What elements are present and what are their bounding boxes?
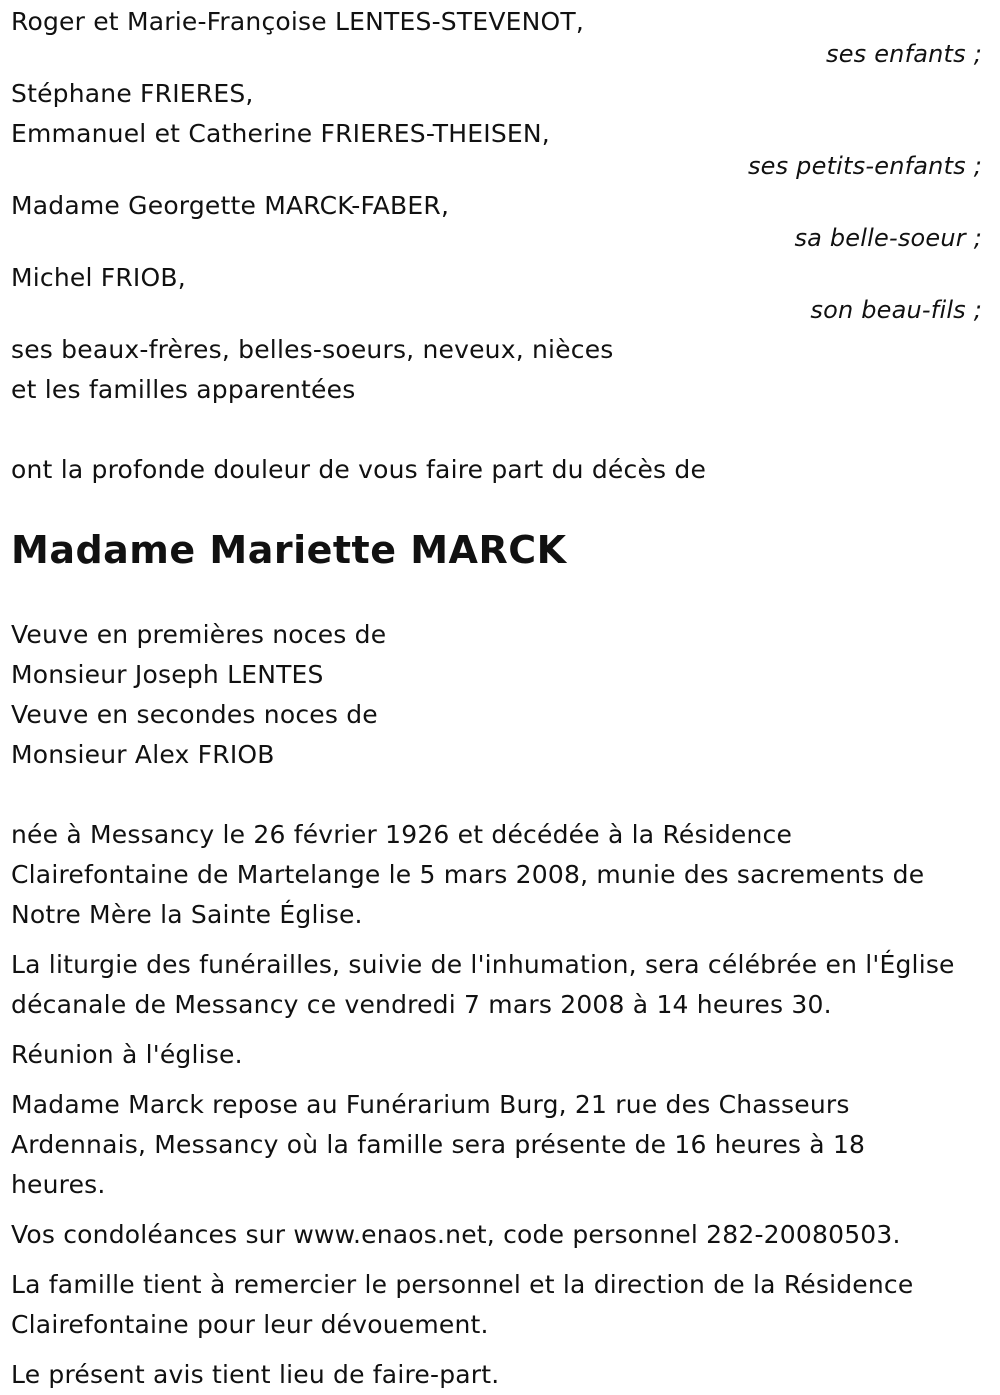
paragraph-line: Le présent avis tient lieu de faire-part. xyxy=(11,1360,500,1389)
family-line: Roger et Marie-Françoise LENTES-STEVENOT, xyxy=(11,7,585,36)
relation-label: son beau-fils ; xyxy=(810,296,982,324)
condolences-paragraph xyxy=(11,1215,982,1255)
widow-line: Monsieur Alex FRIOB xyxy=(11,740,275,769)
announcement-intro: ont la profonde douleur de vous faire part du décès de xyxy=(11,455,707,484)
widow-line: Veuve en premières noces de xyxy=(11,620,387,649)
family-group-children xyxy=(11,2,982,66)
funerarium-paragraph xyxy=(11,1085,982,1205)
meeting-paragraph xyxy=(11,1035,982,1075)
obituary-page xyxy=(0,2,1000,1389)
paragraph-line: Clairefontaine pour leur dévouement. xyxy=(11,1310,489,1339)
family-line: Madame Georgette MARCK-FABER, xyxy=(11,191,450,220)
relation-label: ses petits-enfants ; xyxy=(747,152,982,180)
birth-death-paragraph xyxy=(11,815,982,935)
thanks-paragraph xyxy=(11,1265,982,1345)
family-line: Emmanuel et Catherine FRIERES-THEISEN, xyxy=(11,119,550,148)
deceased-name: Madame Mariette MARCK xyxy=(11,528,567,572)
family-group-grandchildren xyxy=(11,74,982,178)
widow-line: Monsieur Joseph LENTES xyxy=(11,660,324,689)
paragraph-line: La liturgie des funérailles, suivie de l'inhumation, sera célébrée en l'Église xyxy=(11,950,955,979)
paragraph-line: heures. xyxy=(11,1170,106,1199)
paragraph-line: Notre Mère la Sainte Église. xyxy=(11,900,363,929)
family-line: et les familles apparentées xyxy=(11,375,356,404)
relation-label: sa belle-soeur ; xyxy=(794,224,982,252)
paragraph-line: née à Messancy le 26 février 1926 et décédée à la Résidence xyxy=(11,820,793,849)
family-line: Michel FRIOB, xyxy=(11,263,186,292)
family-others xyxy=(11,330,982,410)
relation-label: ses enfants ; xyxy=(826,40,982,68)
family-group-stepson xyxy=(11,258,982,322)
family-line: ses beaux-frères, belles-soeurs, neveux, nièces xyxy=(11,335,614,364)
family-line: Stéphane FRIERES, xyxy=(11,79,254,108)
paragraph-line: La famille tient à remercier le personnel et la direction de la Résidence xyxy=(11,1270,914,1299)
paragraph-line: Clairefontaine de Martelange le 5 mars 2008, munie des sacrements de xyxy=(11,860,925,889)
liturgy-paragraph xyxy=(11,945,982,1025)
paragraph-line: décanale de Messancy ce vendredi 7 mars 2008 à 14 heures 30. xyxy=(11,990,832,1019)
notice-paragraph xyxy=(11,1355,982,1395)
paragraph-line: Ardennais, Messancy où la famille sera présente de 16 heures à 18 xyxy=(11,1130,866,1159)
details-block xyxy=(11,815,982,1395)
paragraph-line: Réunion à l'église. xyxy=(11,1040,243,1069)
paragraph-line: Vos condoléances sur www.enaos.net, code personnel 282-20080503. xyxy=(11,1220,901,1249)
paragraph-line: Madame Marck repose au Funérarium Burg, 21 rue des Chasseurs xyxy=(11,1090,850,1119)
widow-block xyxy=(11,615,982,775)
widow-line: Veuve en secondes noces de xyxy=(11,700,378,729)
family-group-sister-in-law xyxy=(11,186,982,250)
